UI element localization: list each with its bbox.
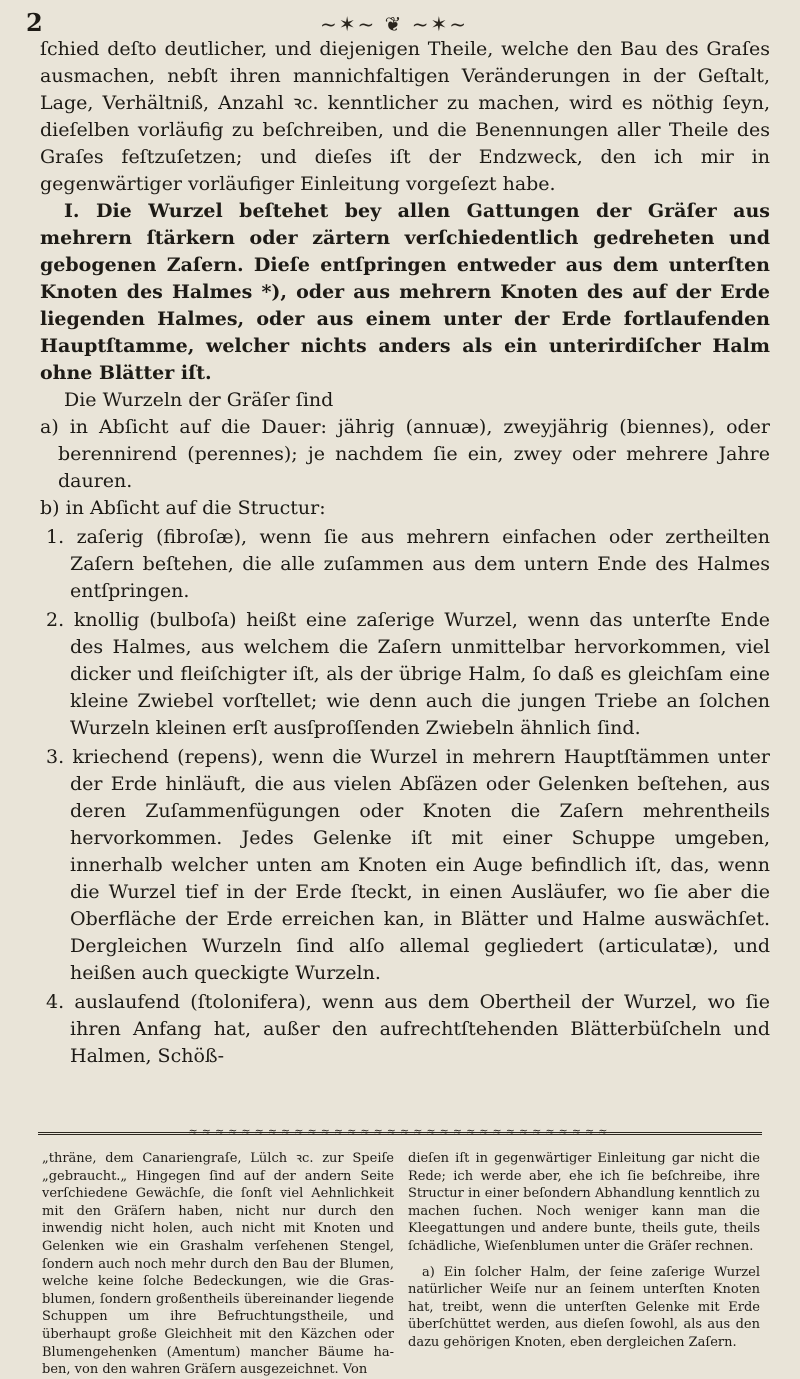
- list-item-1: 1. zaſerig (fibroſæ), wenn ſie aus mehrern einfachen oder zertheilten Zaſern beſtehen, die alle zuſammen aus dem untern Ende des Halmes entſpringen.: [46, 526, 770, 602]
- list-item-a: a) in Abſicht auf die Dauer: jährig (annuæ), zweyjährig (biennes), oder berennirend (perennes); je nachdem ſie ein, zwey oder mehrere Jahre dauren.: [40, 416, 770, 492]
- header-ornament: ~✶~ ❦ ~✶~: [320, 12, 469, 36]
- divider-ornament: ≈≈≈≈≈≈≈≈≈≈≈≈≈≈≈≈≈≈≈≈≈≈≈≈≈≈≈≈≈≈≈≈: [188, 1125, 612, 1138]
- footnote-left-text: „thräne, dem Canariengraſe, Lülch ꝛc. zur Speiſe „gebraucht.„ Hingegen ſind auf der andern Seite verſchiedene Gewächſe, die ſonſt viel Aehnlichkeit mit den Gräſern haben, nicht nur durch den inwendig nicht holen, auch nicht mit Knoten und Gelenken wie ein Grashalm verſehenen Stengel, ſondern auch noch mehr durch den Bau der Blumen, welche keine ſolche Bedeckungen, wie die Grasblumen, ſondern großentheils übereinander liegende Schuppen um ihre Befruchtungstheile, und überhaupt große Gleichheit mit den Käzchen oder Blumengehenken (Amentum) mancher Bäume haben, von den wahren Gräſern ausgezeichnet. Von: [42, 1151, 394, 1378]
- section-heading-roots: I. Die Wurzel beſtehet bey allen Gattungen der Gräſer aus mehrern ſtärkern oder zärtern verſchiedentlich gedreheten und gebogenen Zaſern. Dieſe entſpringen entweder aus dem unterſten Knoten des Halmes *), oder aus mehrern Knoten des auf der Erde liegenden Halmes, oder aus einem unter der Erde fortlaufenden Hauptſtamme, welcher nichts anders als ein unterirdiſcher Halm ohne Blätter iſt.: [40, 200, 770, 384]
- list-item-2: 2. knollig (bulboſa) heißt eine zaſerige Wurzel, wenn das unterſte Ende des Halmes, aus welchem die Zaſern unmittelbar hervorkommen, viel dicker und fleiſchigter iſt, als der übrige Halm, ſo daß es gleichſam eine kleine Zwiebel vorſtellet; wie denn auch die jungen Triebe an ſolchen Wurzeln kleinen erſt ausſproſſenden Zwiebeln ähnlich ſind.: [46, 609, 770, 739]
- list-item-3: 3. kriechend (repens), wenn die Wurzel in mehrern Hauptſtämmen unter der Erde hinläuft, die aus vielen Abſäzen oder Gelenken beſtehen, aus deren Zuſammenfügungen oder Knoten die Zaſern mehrentheils hervorkommen. Jedes Gelenke iſt mit einer Schuppe umgeben, innerhalb welcher unten am Knoten ein Auge befindlich iſt, das, wenn die Wurzel tief in der Erde ſteckt, in einen Ausläufer, wo ſie aber die Oberfläche der Erde erreichen kan, in Blätter und Halme auswächſet. Dergleichen Wurzeln ſind alſo allemal gegliedert (articulatæ), und heißen auch queckigte Wurzeln.: [46, 746, 770, 984]
- footnote-divider: [38, 1125, 762, 1149]
- main-text: [40, 36, 770, 1070]
- footnote-column-right: [408, 1150, 760, 1352]
- page-number: 2: [26, 8, 43, 37]
- footnote-column-left: [42, 1150, 394, 1379]
- roots-intro: Die Wurzeln der Gräſer ſind: [64, 389, 334, 411]
- list-item-4: 4. auslaufend (ſtolonifera), wenn aus dem Obertheil der Wurzel, wo ſie ihren Anfang hat, außer den aufrechtſtehenden Blätterbüſcheln und Halmen, Schöß-: [46, 991, 770, 1067]
- footnote-right-text: dieſen iſt in gegenwärtiger Einleitung gar nicht die Rede; ich werde aber, ehe ich ſie beſchreibe, ihre Structur in einer beſondern Abhandlung kenntlich zu machen ſuchen. Noch weniger kann man die Kleegattungen und andere bunte, theils gute, theils ſchädliche, Wieſenblumen unter die Gräſer rechnen.: [408, 1151, 760, 1254]
- footnote-a-text: a) Ein ſolcher Halm, der ſeine zaſerige Wurzel natürlicher Weiſe nur an ſeinem unterſten Knoten hat, treibt, wenn die unterſten Gelenke mit Erde überſchüttet werden, aus dieſen ſowohl, als aus den dazu gehörigen Knoten, eben dergleichen Zaſern.: [408, 1264, 760, 1350]
- list-item-b: b) in Abſicht auf die Structur:: [40, 497, 326, 519]
- intro-paragraph: ſchied deſto deutlicher, und diejenigen Theile, welche den Bau des Graſes ausmachen, nebſt ihren mannichfaltigen Veränderungen in der Geſtalt, Lage, Verhältniß, Anzahl ꝛc. kenntlicher zu machen, wird es nöthig ſeyn, dieſelben vorläufig zu beſchreiben, und die Benennungen aller Theile des Graſes feſtzuſetzen; und dieſes iſt der Endzweck, den ich mir in gegenwärtiger vorläufiger Einleitung vorgeſezt habe.: [40, 38, 770, 195]
